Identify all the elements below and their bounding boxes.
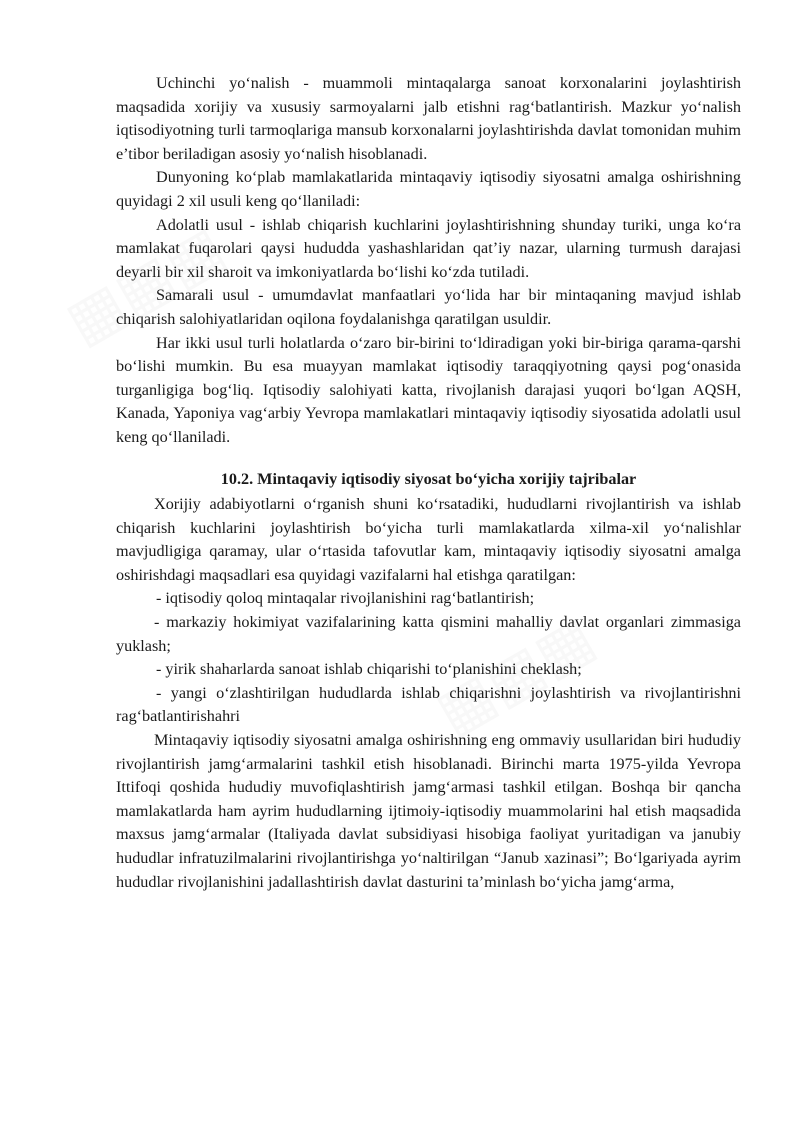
paragraph-regional-funds: Mintaqaviy iqtisodiy siyosatni amalga oshirishning eng ommaviy usullaridan biri hududiy rivojlantirish jamg‘armalarini tashkil etish hisoblanadi. Birinchi marta 1975-yilda Yevropa Ittifoqi qoshida hududiy muvofiqlashtirish jamg‘armasi tashkil etilgan. Boshqa bir qancha mamlakatlarda ham ayrim hududlarning ijtimoiy-iqtisodiy muammolarini hal etish maqsadida maxsus jamg‘armalar (Italiyada davlat subsidiyasi hisobiga faoliyat yuritadigan va janubiy hududlar infratuzilmalarini rivojlantirishga yo‘naltirilgan “Janub xazinasi”; Bo‘lgariyada ayrim hududlar rivojlanishini jadallashtirish davlat dasturini ta’minlash bo‘yicha jamg‘arma, bbox=[116, 731, 741, 891]
section-heading: 10.2. Mintaqaviy iqtisodiy siyosat bo‘yicha xorijiy tajribalar bbox=[220, 469, 637, 488]
list-item: - yangi o‘zlashtirilgan hududlarda ishlab chiqarishni joylashtirish va rivojlantirishni rag‘batlantirishahri bbox=[116, 683, 741, 726]
paragraph-fair-method: Adolatli usul - ishlab chiqarish kuchlarini joylashtirishning shunday turiki, unga ko‘ra mamlakat fuqarolari qaysi hududda yashashlaridan qat’iy nazar, ularning turmush darajasi deyarli bir xil sharoit va imkoniyatlarda bo‘lishi ko‘zda tutiladi. bbox=[116, 215, 741, 281]
paragraph-third-direction: Uchinchi yo‘nalish - muammoli mintaqalarga sanoat korxonalarini joylashtirish maqsadida xorijiy va xususiy sarmoyalarni jalb etishni rag‘batlantirish. Mazkur yo‘nalish iqtisodiyotning turli tarmoqlariga mansub korxonalarni joylashtirishda davlat tomonidan muhim e’tibor beriladigan asosiy yo‘nalish hisoblanadi. bbox=[116, 74, 741, 163]
document-page bbox=[116, 72, 741, 894]
list-item: - iqtisodiy qoloq mintaqalar rivojlanishini rag‘batlantirish; bbox=[156, 589, 535, 608]
paragraph-efficient-method: Samarali usul - umumdavlat manfaatlari yo‘lida har bir mintaqaning mavjud ishlab chiqarish salohiyatlaridan oqilona foydalanishga qaratilgan usuldir. bbox=[116, 286, 741, 328]
list-item: - yirik shaharlarda sanoat ishlab chiqarishi to‘planishini cheklash; bbox=[156, 660, 582, 679]
list-item: - markaziy hokimiyat vazifalarining katta qismini mahalliy davlat organlari zimmasiga yuklash; bbox=[116, 613, 741, 655]
paragraph-foreign-literature: Xorijiy adabiyotlarni o‘rganish shuni ko‘rsatadiki, hududlarni rivojlantirish va ishlab chiqarish kuchlarini joylashtirish bo‘yicha turli mamlakatlarda xilma-xil yo‘nalishlar mavjudligiga qaramay, ular o‘rtasida tafovutlar kam, mintaqaviy iqtisodiy siyosatni amalga oshirishdagi maqsadlari esa quyidagi vazifalarni hal etishga qaratilgan: bbox=[116, 495, 741, 584]
paragraph-both-methods: Har ikki usul turli holatlarda o‘zaro bir-birini to‘ldiradigan yoki bir-biriga qarama-qarshi bo‘lishi mumkin. Bu esa muayyan mamlakat iqtisodiy taraqqiyotning qaysi pog‘onasida turganligiga bog‘liq. Iqtisodiy salohiyati katta, rivojlanish darajasi yuqori bo‘lgan AQSH, Kanada, Yaponiya vag‘arbiy Yevropa mamlakatlari mintaqaviy iqtisodiy siyosatida adolatli usul keng qo‘llaniladi. bbox=[116, 333, 741, 446]
paragraph-two-methods: Dunyoning ko‘plab mamlakatlarida mintaqaviy iqtisodiy siyosatni amalga oshirishning quyidagi 2 xil usuli keng qo‘llaniladi: bbox=[116, 168, 741, 210]
